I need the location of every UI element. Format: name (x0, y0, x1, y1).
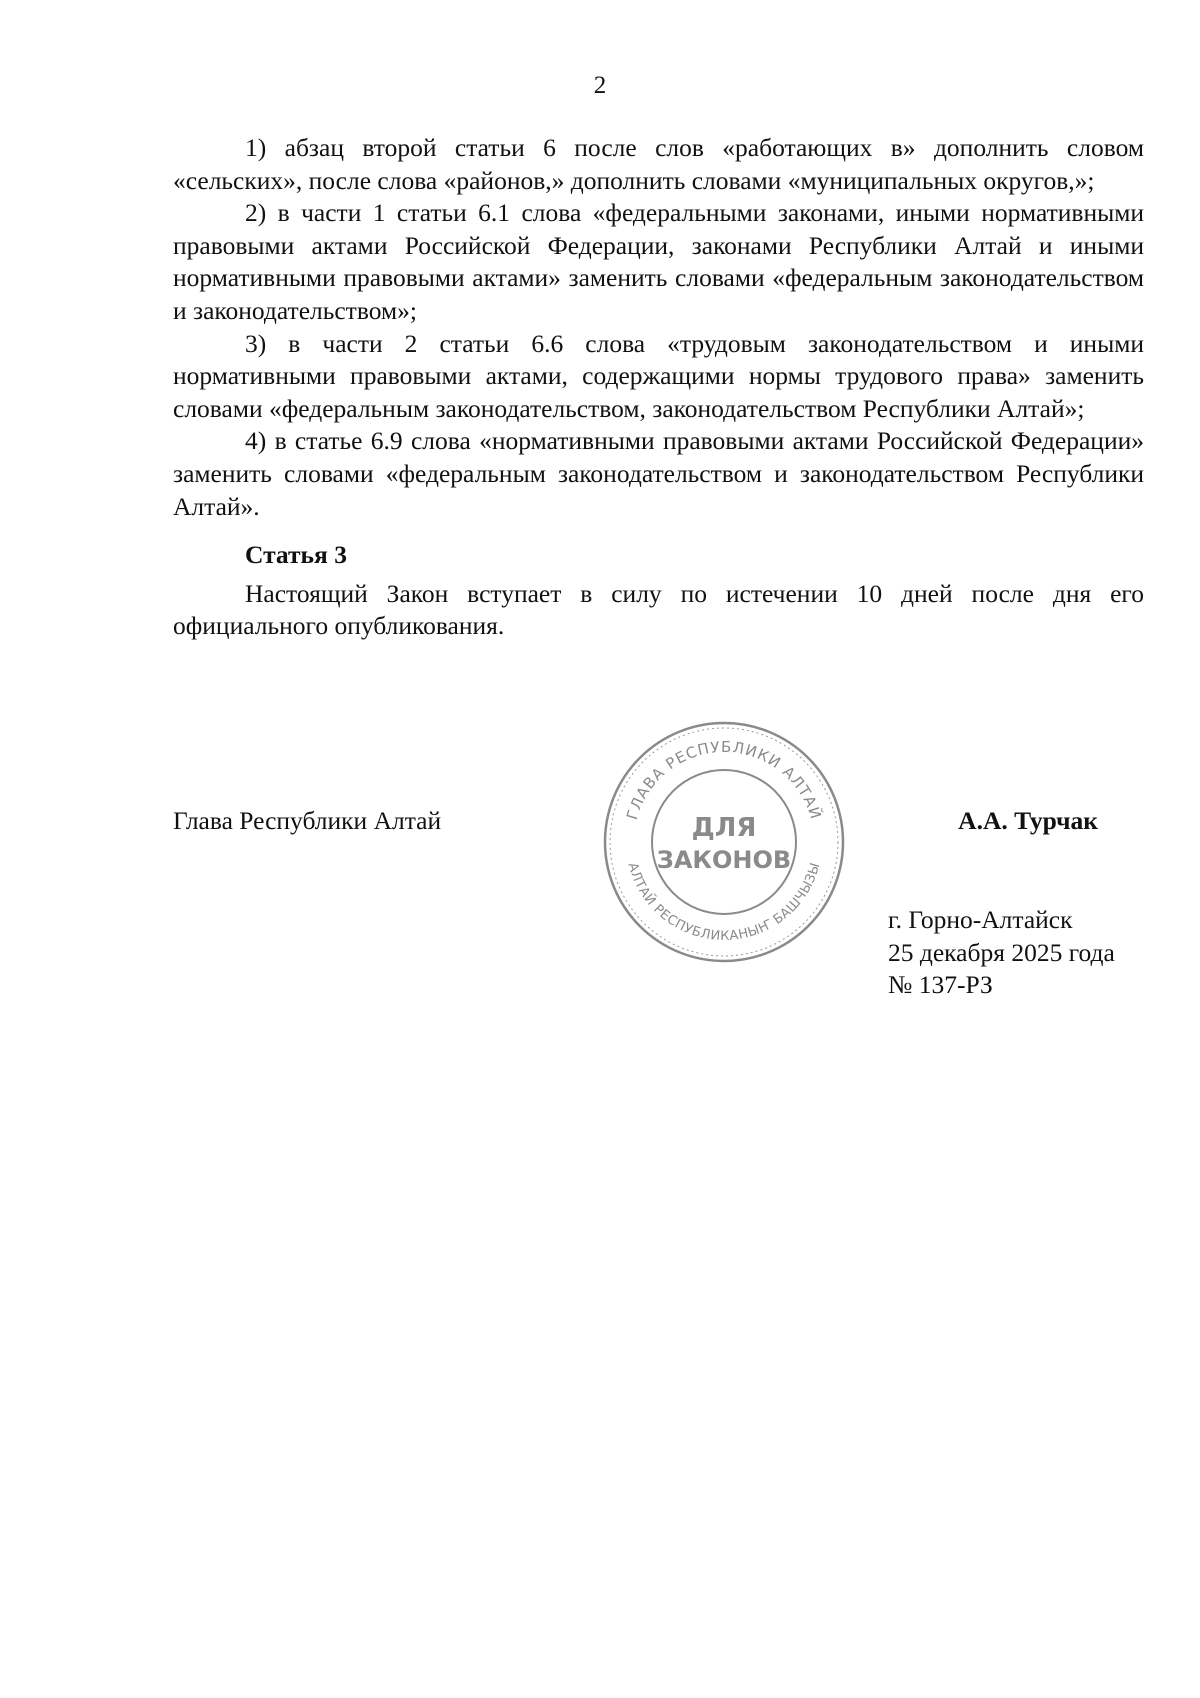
seal-center-line-2: ЗАКОНОВ (656, 846, 792, 874)
article-heading: Статья 3 (245, 540, 347, 570)
official-seal (600, 718, 848, 966)
amendment-paragraph-2: 2) в части 1 статьи 6.1 слова «федеральными законами, иными нормативными правовыми актами Российской Федерации, законами Республики Алтай и иными нормативными правовыми актами» заменить словами «федеральным законодательством и законодательством»; (173, 198, 1144, 325)
seal-graphic (600, 718, 848, 966)
seal-bottom-text: АЛТАЙ РЕСПУБЛИКАНЫҤ БАШЧЫЗЫ (624, 860, 824, 945)
document-date: 25 декабря 2025 года (888, 937, 1115, 967)
seal-center-line-1: ДЛЯ (691, 813, 757, 843)
document-number: № 137-РЗ (888, 970, 993, 1000)
amendment-paragraph-3: 3) в части 2 статьи 6.6 слова «трудовым законодательством и иными нормативными правовыми актами, содержащими нормы трудового права» заменить словами «федеральным законодательством, законодательством Республики Алтай»; (173, 328, 1144, 423)
amendment-paragraph-4: 4) в статье 6.9 слова «нормативными правовыми актами Российской Федерации» заменить словами «федеральным законодательством и законодательством Республики Алтай». (173, 426, 1144, 521)
place-date-block (888, 904, 1115, 1002)
page-number: 2 (593, 72, 607, 99)
article-text: Настоящий Закон вступает в силу по истечении 10 дней после дня его официального опубликования. (173, 578, 1144, 641)
signature-position: Глава Республики Алтай (173, 806, 442, 835)
place-city: г. Горно-Алтайск (888, 905, 1073, 934)
signature-name: А.А. Турчак (958, 806, 1098, 835)
document-body (173, 132, 1144, 643)
amendment-paragraph-1: 1) абзац второй статьи 6 после слов «работающих в» дополнить словом «сельских», после слова «районов,» дополнить словами «муниципальных округов,»; (173, 133, 1144, 195)
seal-top-text: ГЛАВА РЕСПУБЛИКИ АЛТАЙ (623, 737, 825, 822)
